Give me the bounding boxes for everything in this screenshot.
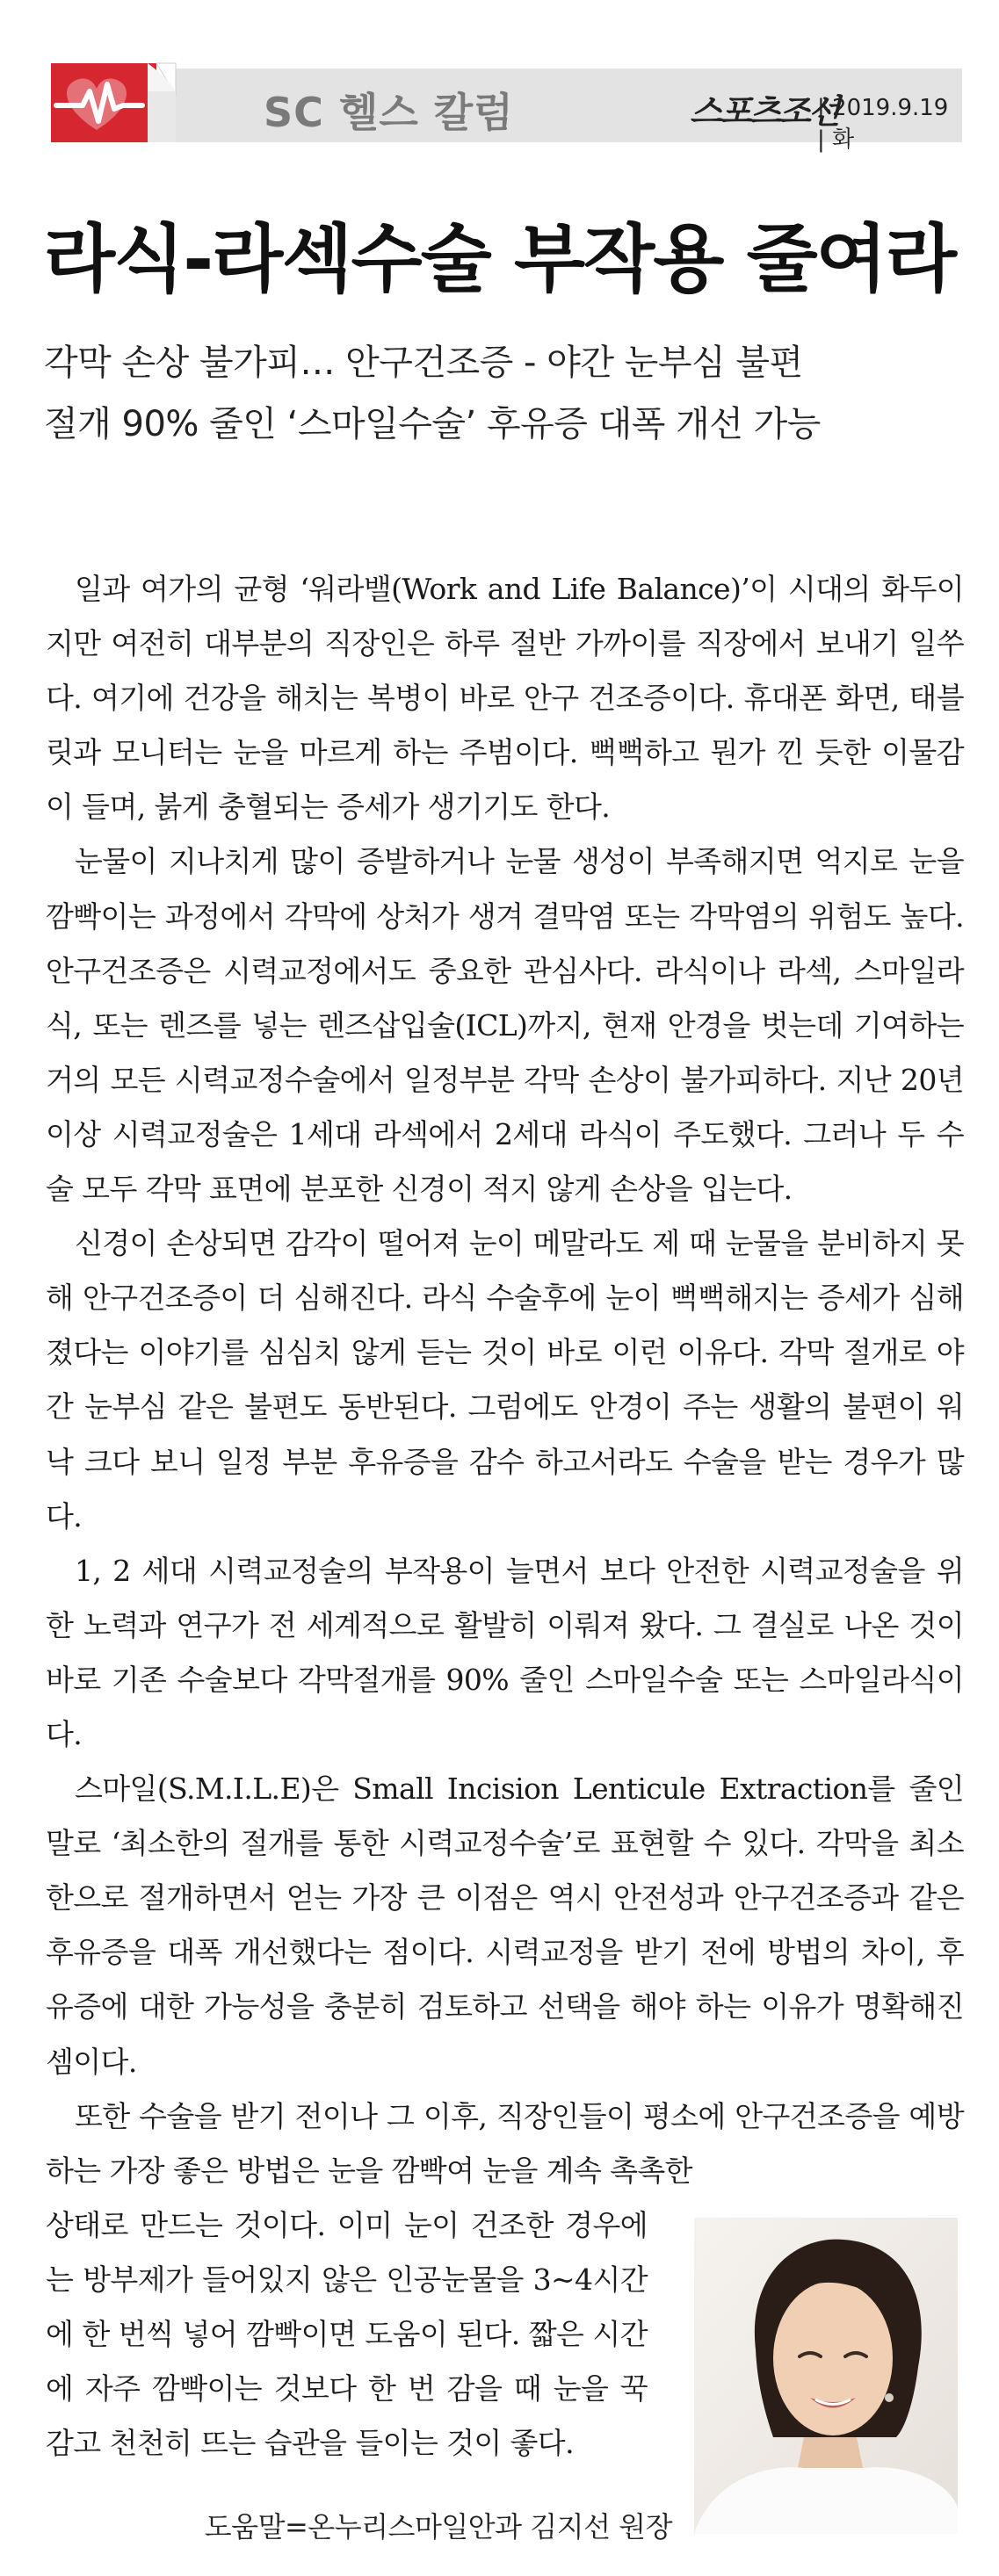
doctor-portrait-photo (694, 2218, 958, 2534)
paragraph: 또한 수술을 받기 전이나 그 이후, 직장인들이 평소에 안구건조증을 예방하는 가장 좋은 방법은 눈을 깜빡여 눈을 계속 촉촉한 (46, 2098, 964, 2188)
section-title: SC 헬스 칼럼 (264, 89, 514, 136)
paragraph: 일과 여가의 균형 ‘워라밸(Work and Life Balance)’이 시대의 화두이지만 여전히 대부분의 직장인은 하루 절반 가까이를 직장에서 보내기 일쑤다. 여기에 건강을 해치는 복병이 바로 안구 건조증이다. 휴대폰 화면, 태블릿과 모니터는 눈을 마르게 하는 주범이다. 뻑뻑하고 뭔가 낀 듯한 이물감이 들며, 붉게 충혈되는 증세가 생기기도 한다. (46, 572, 964, 825)
paragraph: 눈물이 지나치게 많이 증발하거나 눈물 생성이 부족해지면 억지로 눈을 깜빡이는 과정에서 각막에 상처가 생겨 결막염 또는 각막염의 위험도 높다. 안구건조증은 시력교정에서도 중요한 관심사다. 라식이나 라섹, 스마일라식, 또는 렌즈를 넣는 렌즈삽입술(ICL)까지, 현재 안경을 벗는데 기여하는 거의 모든 시력교정수술에서 일정부분 각막 손상이 불가피하다. 지난 20년 이상 시력교정술은 1세대 라섹에서 2세대 라식이 주도했다. 그러나 두 수술 모두 각막 표면에 분포한 신경이 적지 않게 손상을 입는다. (46, 844, 964, 1207)
headline: 라식-라섹수술 부작용 줄여라 (44, 216, 956, 302)
subheadline-2: 절개 90% 줄인 ‘스마일수술’ 후유증 대폭 개선 가능 (44, 404, 821, 444)
article-body (46, 562, 964, 2471)
brand-logo: 스포츠조선 (690, 92, 838, 131)
paragraph-narrow: 상태로 만드는 것이다. 이미 눈이 건조한 경우에는 방부제가 들어있지 않은 인공눈물을 3~4시간에 한 번씩 넣어 깜빡이면 도움이 된다. 짧은 시간에 자주 깜빡이는 것보다 한 번 감을 때 눈을 꾹 감고 천천히 뜨는 습관을 들이는 것이 좋다. (46, 2207, 648, 2461)
paragraph: 신경이 손상되면 감각이 떨어져 눈이 메말라도 제 때 눈물을 분비하지 못해 안구건조증이 더 심해진다. 라식 수술후에 눈이 뻑뻑해지는 증세가 심해졌다는 이야기를 심심치 않게 듣는 것이 바로 이런 이유다. 각막 절개로 야간 눈부심 같은 불편도 동반된다. 그럼에도 안경이 주는 생활의 불편이 워낙 크다 보니 일정 부분 후유증을 감수 하고서라도 수술을 받는 경우가 많다. (46, 1226, 964, 1533)
photo-caption: 도움말=온누리스마일안과 김지선 원장 (204, 2510, 672, 2544)
publication-date: | 2019.9.19 | 화 (817, 95, 949, 153)
paragraph: 스마일(S.M.I.L.E)은 Small Incision Lenticule Extraction를 줄인 말로 ‘최소한의 절개를 통한 시력교정수술’로 표현할 수 있다. 각막을 최소한으로 절개하면서 얻는 가장 큰 이점은 역시 안전성과 안구건조증과 같은 후유증을 대폭 개선했다는 점이다. 시력교정을 받기 전에 방법의 차이, 후유증에 대한 가능성을 충분히 검토하고 선택을 해야 하는 이유가 명확해진 셈이다. (46, 1771, 964, 2079)
column-header (44, 44, 962, 158)
paragraph: 1, 2 세대 시력교정술의 부작용이 늘면서 보다 안전한 시력교정술을 위한 노력과 연구가 전 세계적으로 활발히 이뤄져 왔다. 그 결실로 나온 것이 바로 기존 수술보다 각막절개를 90% 줄인 스마일수술 또는 스마일라식이다. (46, 1553, 964, 1751)
heart-pulse-icon (44, 60, 185, 148)
subheadline-1: 각막 손상 불가피… 안구건조증 - 야간 눈부심 불편 (44, 343, 803, 383)
